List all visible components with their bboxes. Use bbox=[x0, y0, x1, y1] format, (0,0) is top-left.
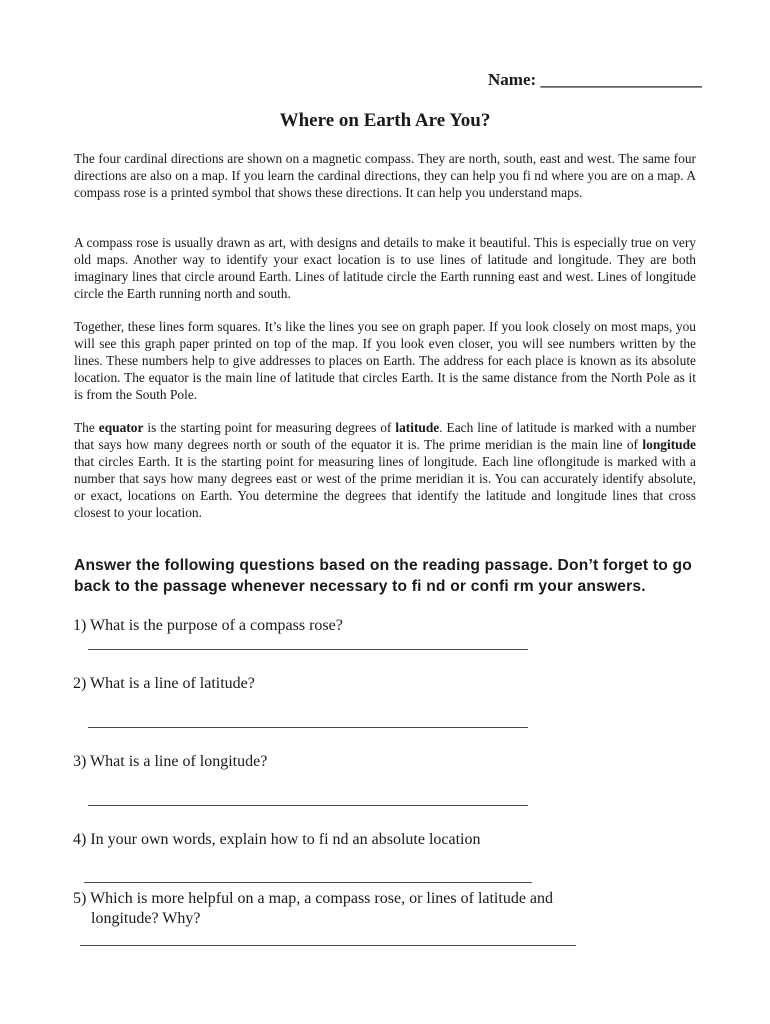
question-5-line-1: 5) Which is more helpful on a map, a compass rose, or lines of latitude and bbox=[73, 890, 554, 907]
answer-line-2[interactable]: _______________________________________________________ bbox=[88, 714, 528, 730]
question-3: 3) What is a line of longitude? bbox=[73, 753, 268, 770]
passage-paragraph-1: The four cardinal directions are shown on a magnetic compass. They are north, south, east and west. The same four directions are also on a map. If you learn the cardinal directions, they can help you fi nd where you are on a map. A compass rose is a printed symbol that shows these directions. It can help you understand maps. bbox=[74, 151, 696, 200]
question-5 bbox=[73, 889, 553, 929]
question-4: 4) In your own words, explain how to fi nd an absolute location bbox=[73, 831, 481, 848]
answer-line-1[interactable]: _______________________________________________________ bbox=[88, 636, 528, 652]
passage-paragraph-3: Together, these lines form squares. It’s like the lines you see on graph paper. If you look closely on most maps, you will see this graph paper printed on top of the map. If you look even closer, you will see numbers written by the lines. These numbers help to give addresses to places on Earth. The address for each place is known as its absolute location. The equator is the main line of latitude that circles Earth. It is the same distance from the North Pole as it is from the South Pole. bbox=[74, 319, 696, 402]
p4-text-3: . Each line of latitude is marked with a number that says how many degrees north or south of the equator it is. The prime meridian is the main line of bbox=[74, 420, 696, 452]
passage-paragraph-4 bbox=[74, 420, 696, 521]
name-field bbox=[488, 70, 702, 90]
p4-text-2: is the starting point for measuring degrees of bbox=[143, 420, 396, 435]
page-title: Where on Earth Are You? bbox=[279, 110, 491, 131]
answer-line-4[interactable]: ________________________________________________________ bbox=[84, 869, 532, 885]
passage-paragraph-2: A compass rose is usually drawn as art, with designs and details to make it beautiful. This is especially true on very old maps. Another way to identify your exact location is to use lines of latitude and longitude. They are both imaginary lines that circle around Earth. Lines of latitude circle the Earth running east and west. Lines of longitude circle the Earth running north and south. bbox=[74, 235, 696, 301]
answer-line-3[interactable]: _______________________________________________________ bbox=[88, 792, 528, 808]
term-equator: equator bbox=[98, 420, 144, 435]
question-2: 2) What is a line of latitude? bbox=[73, 675, 255, 692]
answer-line-5[interactable]: ______________________________________________________________ bbox=[80, 932, 576, 948]
term-latitude: latitude bbox=[395, 420, 440, 435]
p4-text-1: The bbox=[74, 420, 99, 435]
question-1: 1) What is the purpose of a compass rose? bbox=[73, 617, 343, 634]
name-label: Name: bbox=[488, 70, 541, 89]
name-blank[interactable]: ___________________ bbox=[540, 70, 702, 89]
question-5-line-2: longitude? Why? bbox=[91, 910, 201, 927]
p4-text-4: that circles Earth. It is the starting point for measuring lines of longitude. Each line oflongitude is marked with a number that says how many degrees east or west of the prime meridian it is. You can accurately identify absolute, or exact, locations on Earth. You determine the degrees that identify the latitude and longitude lines that cross closest to your location. bbox=[74, 453, 696, 520]
term-longitude: longitude bbox=[642, 436, 696, 452]
instructions-heading: Answer the following questions based on the reading passage. Don’t forget to go back to the passage whenever necessary to fi nd or confi rm your answers. bbox=[74, 557, 692, 595]
